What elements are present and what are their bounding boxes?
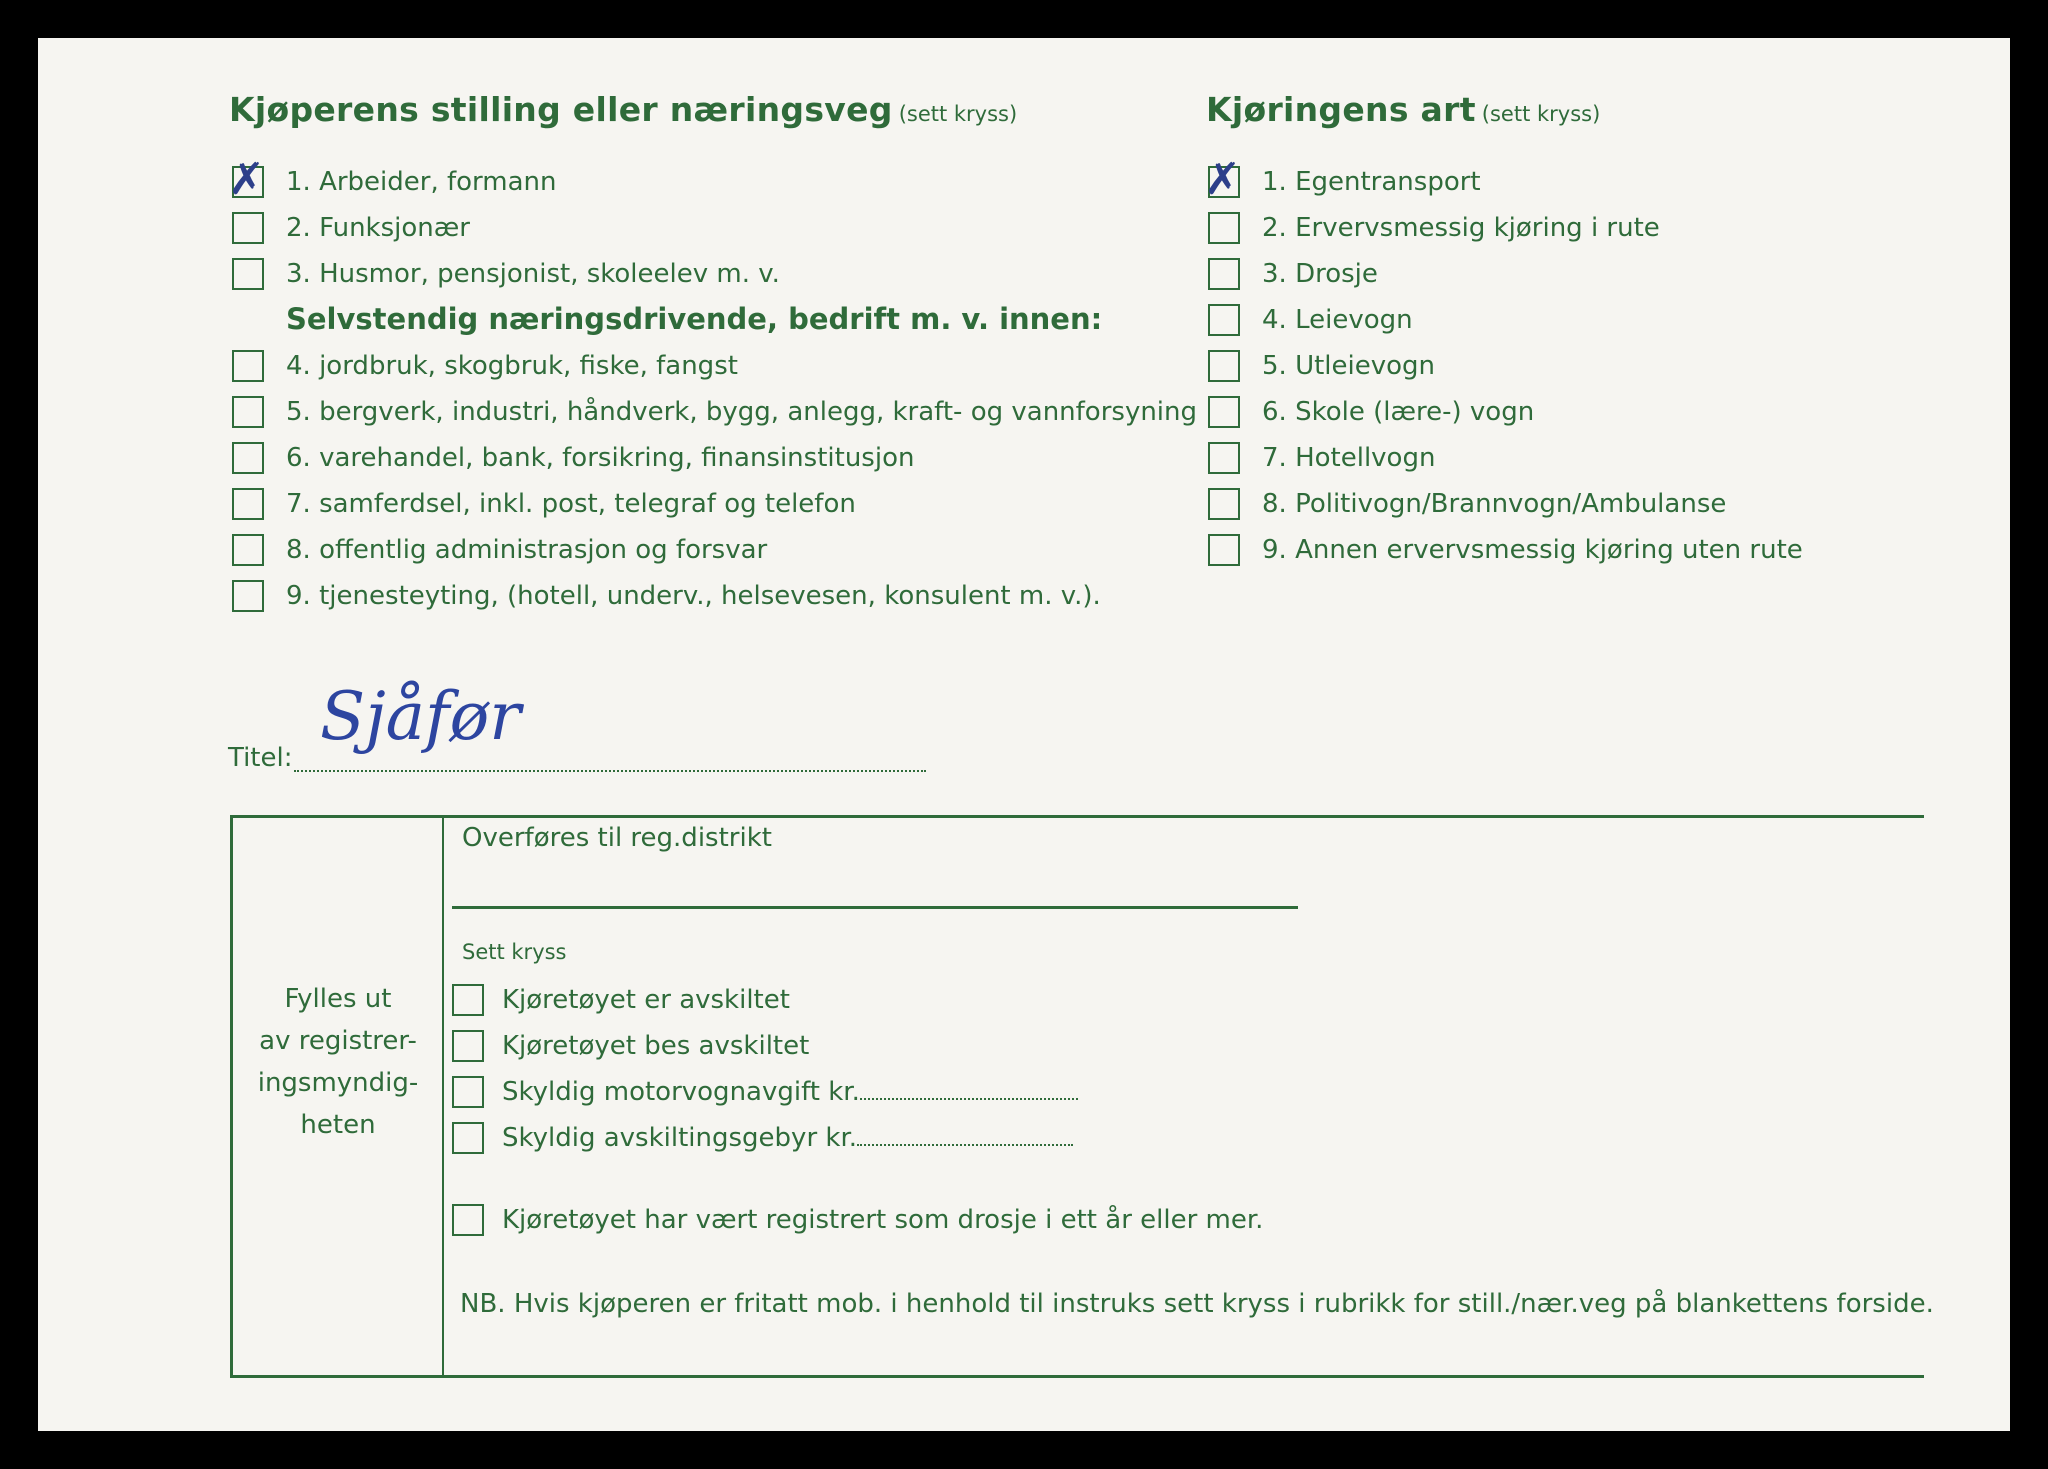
option-utleievogn: 5. Utleievogn <box>1262 351 1436 381</box>
checkbox-jordbruk[interactable] <box>232 350 264 382</box>
checkbox-bes-avskiltet[interactable] <box>452 1030 484 1062</box>
option-jordbruk: 4. jordbruk, skogbruk, fiske, fangst <box>286 351 738 381</box>
avskiltingsgebyr-amount-line[interactable] <box>857 1122 1073 1146</box>
checkbox-utleievogn[interactable] <box>1208 350 1240 382</box>
checkbox-samferdsel[interactable] <box>232 488 264 520</box>
right-title-note: (sett kryss) <box>1481 102 1601 126</box>
option-avskiltingsgebyr <box>502 1118 1073 1158</box>
checkbox-motorvognavgift[interactable] <box>452 1076 484 1108</box>
checkbox-hotellvogn[interactable] <box>1208 442 1240 474</box>
option-annen: 9. Annen ervervsmessig kjøring uten rute <box>1262 535 1803 565</box>
avskiltingsgebyr-label: Skyldig avskiltingsgebyr kr. <box>502 1123 858 1153</box>
form-sheet <box>38 38 2010 1431</box>
checkbox-politivogn[interactable] <box>1208 488 1240 520</box>
check-mark-egentransport: ✗ <box>1204 154 1241 205</box>
option-rute: 2. Ervervsmessig kjøring i rute <box>1262 213 1660 243</box>
checkbox-bergverk[interactable] <box>232 396 264 428</box>
reg-side-label <box>243 978 433 1146</box>
option-politivogn: 8. Politivogn/Brannvogn/Ambulanse <box>1262 489 1727 519</box>
reg-box-divider <box>442 815 444 1378</box>
checkbox-skolevogn[interactable] <box>1208 396 1240 428</box>
left-title-note: (sett kryss) <box>898 102 1018 126</box>
side-label-line-1: Fylles ut <box>284 984 392 1014</box>
option-arbeider: 1. Arbeider, formann <box>286 167 557 197</box>
option-avskiltet: Kjøretøyet er avskiltet <box>502 985 790 1015</box>
title-field-value: Sjåfør <box>320 678 521 755</box>
option-egentransport: 1. Egentransport <box>1262 167 1481 197</box>
reg-box-bottom-border <box>230 1375 1924 1378</box>
option-skolevogn: 6. Skole (lære-) vogn <box>1262 397 1535 427</box>
motorvognavgift-amount-line[interactable] <box>860 1076 1078 1100</box>
left-title-text: Kjøperens stilling eller næringsveg <box>229 90 893 129</box>
option-bes-avskiltet: Kjøretøyet bes avskiltet <box>502 1031 810 1061</box>
checkbox-varehandel[interactable] <box>232 442 264 474</box>
check-mark-arbeider: ✗ <box>228 154 265 205</box>
side-label-line-2: av registrer- <box>259 1026 417 1056</box>
checkbox-avskiltet[interactable] <box>452 984 484 1016</box>
right-section-title <box>1206 90 1600 129</box>
option-hotellvogn: 7. Hotellvogn <box>1262 443 1436 473</box>
option-varehandel: 6. varehandel, bank, forsikring, finansinstitusjon <box>286 443 915 473</box>
right-title-text: Kjøringens art <box>1206 90 1476 129</box>
checkbox-husmor[interactable] <box>232 258 264 290</box>
option-tjenesteyting: 9. tjenesteyting, (hotell, underv., helsevesen, konsulent m. v.). <box>286 581 1101 611</box>
self-employed-subheading: Selvstendig næringsdrivende, bedrift m. v. innen: <box>286 302 1103 336</box>
option-bergverk: 5. bergverk, industri, håndverk, bygg, anlegg, kraft- og vannforsyning <box>286 397 1198 427</box>
reg-box-left-border <box>230 815 233 1378</box>
option-offentlig: 8. offentlig administrasjon og forsvar <box>286 535 768 565</box>
checkbox-annen[interactable] <box>1208 534 1240 566</box>
transfer-label: Overføres til reg.distrikt <box>462 823 772 853</box>
left-section-title <box>229 90 1017 129</box>
option-leievogn: 4. Leievogn <box>1262 305 1413 335</box>
option-motorvognavgift <box>502 1072 1078 1112</box>
checkbox-drosje[interactable] <box>1208 258 1240 290</box>
nb-note: NB. Hvis kjøperen er fritatt mob. i henhold til instruks sett kryss i rubrikk for still./nær.veg på blankettens forside. <box>460 1289 1934 1319</box>
checkbox-leievogn[interactable] <box>1208 304 1240 336</box>
option-funksjonaer: 2. Funksjonær <box>286 213 470 243</box>
option-husmor: 3. Husmor, pensjonist, skoleelev m. v. <box>286 259 780 289</box>
checkbox-avskiltingsgebyr[interactable] <box>452 1122 484 1154</box>
side-label-line-3: ingsmyndig- <box>257 1068 419 1098</box>
checkbox-rute[interactable] <box>1208 212 1240 244</box>
option-samferdsel: 7. samferdsel, inkl. post, telegraf og telefon <box>286 489 856 519</box>
transfer-field-line[interactable] <box>452 906 1298 909</box>
title-field-label: Titel: <box>228 743 293 773</box>
checkbox-offentlig[interactable] <box>232 534 264 566</box>
checkbox-drosje-ett-aar[interactable] <box>452 1204 484 1236</box>
motorvognavgift-label: Skyldig motorvognavgift kr. <box>502 1077 860 1107</box>
option-drosje-ett-aar: Kjøretøyet har vært registrert som drosje i ett år eller mer. <box>502 1205 1264 1235</box>
sett-kryss-label: Sett kryss <box>462 940 567 964</box>
side-label-line-4: heten <box>300 1110 376 1140</box>
option-drosje: 3. Drosje <box>1262 259 1378 289</box>
checkbox-tjenesteyting[interactable] <box>232 580 264 612</box>
checkbox-funksjonaer[interactable] <box>232 212 264 244</box>
